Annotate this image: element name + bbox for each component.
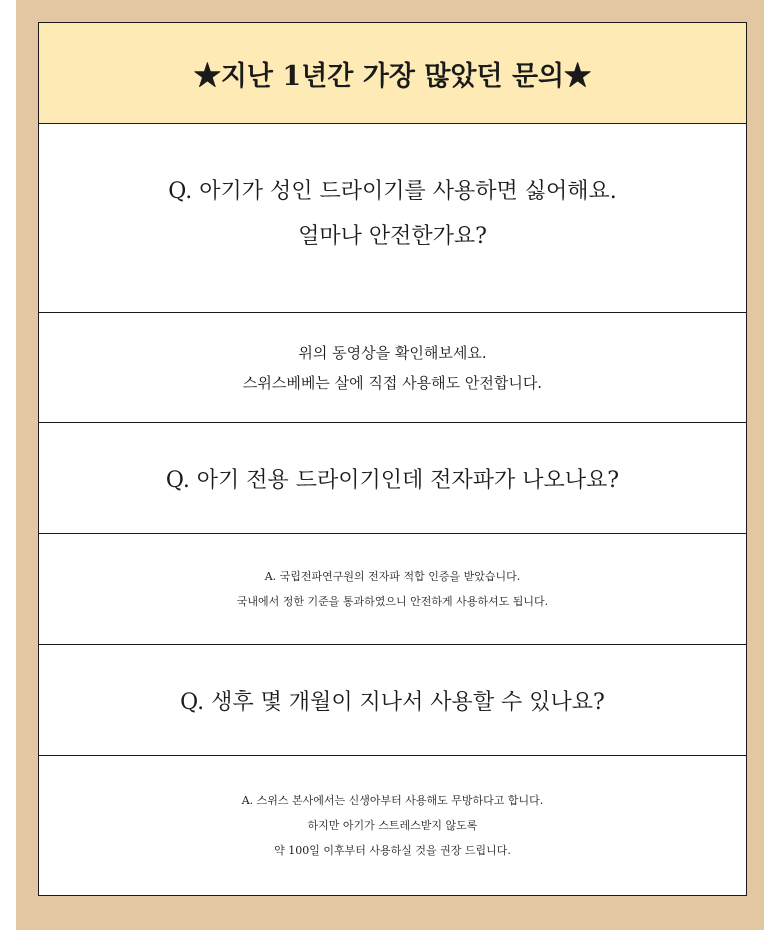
- answer-text: 위의 동영상을 확인해보세요.: [298, 343, 487, 362]
- faq-question-2: [39, 423, 746, 534]
- answer-text: A. 스위스 본사에서는 신생아부터 사용해도 무방하다고 합니다.: [241, 794, 544, 807]
- answer-text: A. 국립전파연구원의 전자파 적합 인증을 받았습니다.: [264, 570, 521, 583]
- faq-title-text: ★지난 1년간 가장 많았던 문의★: [193, 60, 592, 92]
- answer-text: 스위스베베는 살에 직접 사용해도 안전합니다.: [242, 373, 543, 392]
- answer-text: 하지만 아기가 스트레스받지 않도록: [307, 819, 478, 832]
- answer-text: 약 100일 이후부터 사용하실 것을 권장 드립니다.: [274, 844, 511, 857]
- question-text: 얼마나 안전한가요?: [298, 224, 487, 249]
- faq-question-3: [39, 645, 746, 756]
- question-text: Q. 아기 전용 드라이기인데 전자파가 나오나요?: [165, 467, 620, 493]
- question-text: Q. 아기가 성인 드라이기를 사용하면 싫어해요.: [168, 179, 617, 204]
- question-text: Q. 생후 몇 개월이 지나서 사용할 수 있나요?: [180, 689, 605, 715]
- faq-table: [38, 22, 747, 896]
- faq-title: [39, 23, 746, 124]
- faq-question-1: [39, 124, 746, 313]
- answer-text: 국내에서 정한 기준을 통과하였으니 안전하게 사용하셔도 됩니다.: [236, 595, 549, 608]
- faq-answer-2: [39, 534, 746, 645]
- faq-answer-3: [39, 756, 746, 895]
- faq-answer-1: [39, 313, 746, 423]
